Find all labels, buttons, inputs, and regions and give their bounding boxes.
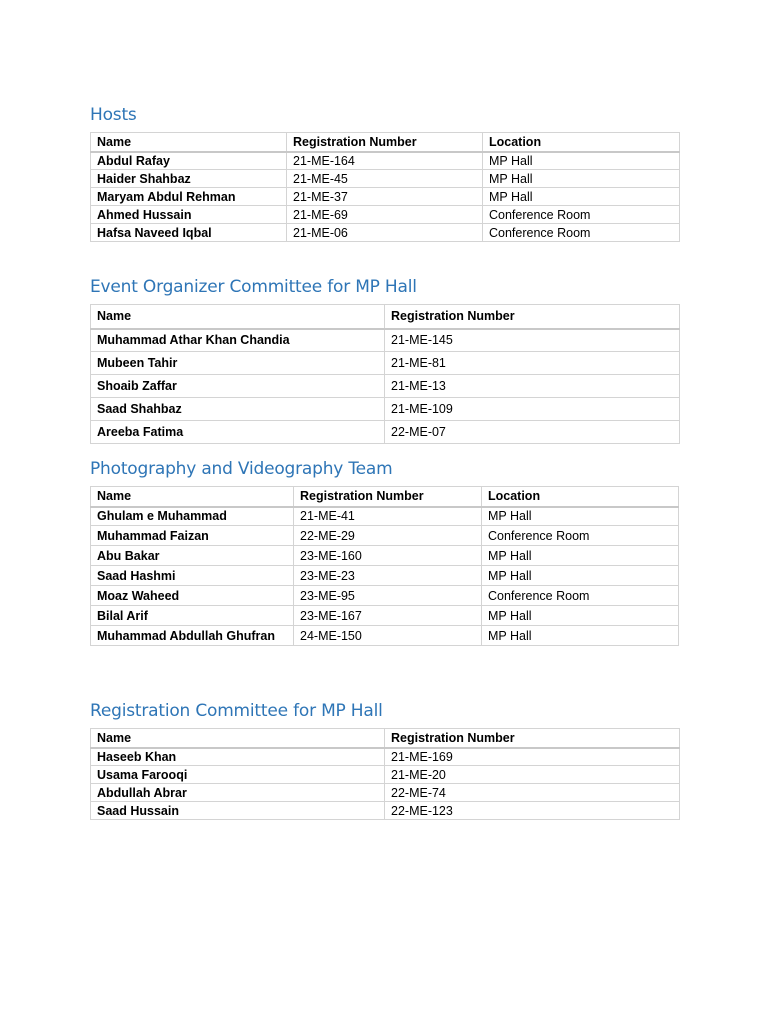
cell-registration-number: 21-ME-41 [294, 507, 482, 526]
cell-registration-number: 23-ME-23 [294, 566, 482, 586]
cell-name: Ghulam e Muhammad [91, 507, 294, 526]
column-header-name: Name [91, 133, 287, 152]
organizers-heading: Event Organizer Committee for MP Hall [90, 277, 417, 297]
table-row [91, 802, 680, 820]
cell-name: Moaz Waheed [91, 586, 294, 606]
cell-registration-number: 21-ME-109 [385, 398, 680, 421]
cell-registration-number: 22-ME-74 [385, 784, 680, 802]
column-header-location: Location [483, 133, 680, 152]
cell-registration-number: 21-ME-45 [287, 170, 483, 188]
column-header-name: Name [91, 487, 294, 507]
cell-registration-number: 21-ME-81 [385, 352, 680, 375]
cell-name: Usama Farooqi [91, 766, 385, 784]
table-header-row [91, 487, 679, 507]
cell-name: Mubeen Tahir [91, 352, 385, 375]
cell-registration-number: 21-ME-169 [385, 748, 680, 766]
cell-registration-number: 22-ME-123 [385, 802, 680, 820]
cell-location: MP Hall [483, 188, 680, 206]
table-row [91, 526, 679, 546]
cell-name: Abdullah Abrar [91, 784, 385, 802]
cell-name: Shoaib Zaffar [91, 375, 385, 398]
cell-location: Conference Room [482, 526, 679, 546]
column-header-registration-number: Registration Number [294, 487, 482, 507]
table-row [91, 329, 680, 352]
cell-location: MP Hall [483, 170, 680, 188]
cell-location: MP Hall [482, 606, 679, 626]
cell-name: Areeba Fatima [91, 421, 385, 444]
column-header-registration-number: Registration Number [287, 133, 483, 152]
table-row [91, 586, 679, 606]
cell-name: Hafsa Naveed Iqbal [91, 224, 287, 242]
column-header-registration-number: Registration Number [385, 729, 680, 748]
table-row [91, 626, 679, 646]
table-row [91, 546, 679, 566]
table-row [91, 188, 680, 206]
cell-name: Saad Hussain [91, 802, 385, 820]
table-row [91, 606, 679, 626]
cell-registration-number: 21-ME-164 [287, 152, 483, 170]
hosts-section [90, 105, 680, 242]
cell-name: Abdul Rafay [91, 152, 287, 170]
table-row [91, 784, 680, 802]
cell-registration-number: 21-ME-69 [287, 206, 483, 224]
cell-registration-number: 21-ME-20 [385, 766, 680, 784]
cell-location: MP Hall [483, 152, 680, 170]
table-row [91, 766, 680, 784]
cell-name: Muhammad Athar Khan Chandia [91, 329, 385, 352]
table-row [91, 748, 680, 766]
cell-location: Conference Room [482, 586, 679, 606]
cell-location: MP Hall [482, 507, 679, 526]
cell-name: Haseeb Khan [91, 748, 385, 766]
cell-registration-number: 22-ME-29 [294, 526, 482, 546]
cell-location: Conference Room [483, 206, 680, 224]
cell-registration-number: 23-ME-167 [294, 606, 482, 626]
organizers-table [90, 304, 680, 444]
table-row [91, 352, 680, 375]
cell-name: Haider Shahbaz [91, 170, 287, 188]
cell-name: Maryam Abdul Rehman [91, 188, 287, 206]
cell-location: MP Hall [482, 626, 679, 646]
photography-section [90, 459, 679, 646]
cell-name: Muhammad Faizan [91, 526, 294, 546]
table-row [91, 170, 680, 188]
column-header-registration-number: Registration Number [385, 305, 680, 329]
cell-registration-number: 23-ME-160 [294, 546, 482, 566]
cell-name: Saad Shahbaz [91, 398, 385, 421]
column-header-location: Location [482, 487, 679, 507]
table-row [91, 224, 680, 242]
hosts-table [90, 132, 680, 242]
cell-location: MP Hall [482, 566, 679, 586]
table-row [91, 398, 680, 421]
table-row [91, 566, 679, 586]
cell-location: Conference Room [483, 224, 680, 242]
cell-name: Saad Hashmi [91, 566, 294, 586]
cell-registration-number: 21-ME-13 [385, 375, 680, 398]
cell-name: Ahmed Hussain [91, 206, 287, 224]
registration-table [90, 728, 680, 820]
table-header-row [91, 729, 680, 748]
cell-registration-number: 23-ME-95 [294, 586, 482, 606]
cell-name: Abu Bakar [91, 546, 294, 566]
cell-registration-number: 22-ME-07 [385, 421, 680, 444]
registration-heading: Registration Committee for MP Hall [90, 701, 383, 721]
cell-registration-number: 21-ME-145 [385, 329, 680, 352]
cell-registration-number: 21-ME-06 [287, 224, 483, 242]
photography-heading: Photography and Videography Team [90, 459, 393, 479]
registration-section [90, 701, 680, 820]
cell-registration-number: 24-ME-150 [294, 626, 482, 646]
table-row [91, 206, 680, 224]
hosts-heading: Hosts [90, 105, 137, 125]
cell-name: Muhammad Abdullah Ghufran [91, 626, 294, 646]
table-header-row [91, 133, 680, 152]
column-header-name: Name [91, 729, 385, 748]
column-header-name: Name [91, 305, 385, 329]
cell-name: Bilal Arif [91, 606, 294, 626]
table-row [91, 421, 680, 444]
table-row [91, 375, 680, 398]
table-row [91, 507, 679, 526]
table-header-row [91, 305, 680, 329]
table-row [91, 152, 680, 170]
cell-location: MP Hall [482, 546, 679, 566]
photography-table [90, 486, 679, 646]
cell-registration-number: 21-ME-37 [287, 188, 483, 206]
organizers-section [90, 277, 680, 444]
